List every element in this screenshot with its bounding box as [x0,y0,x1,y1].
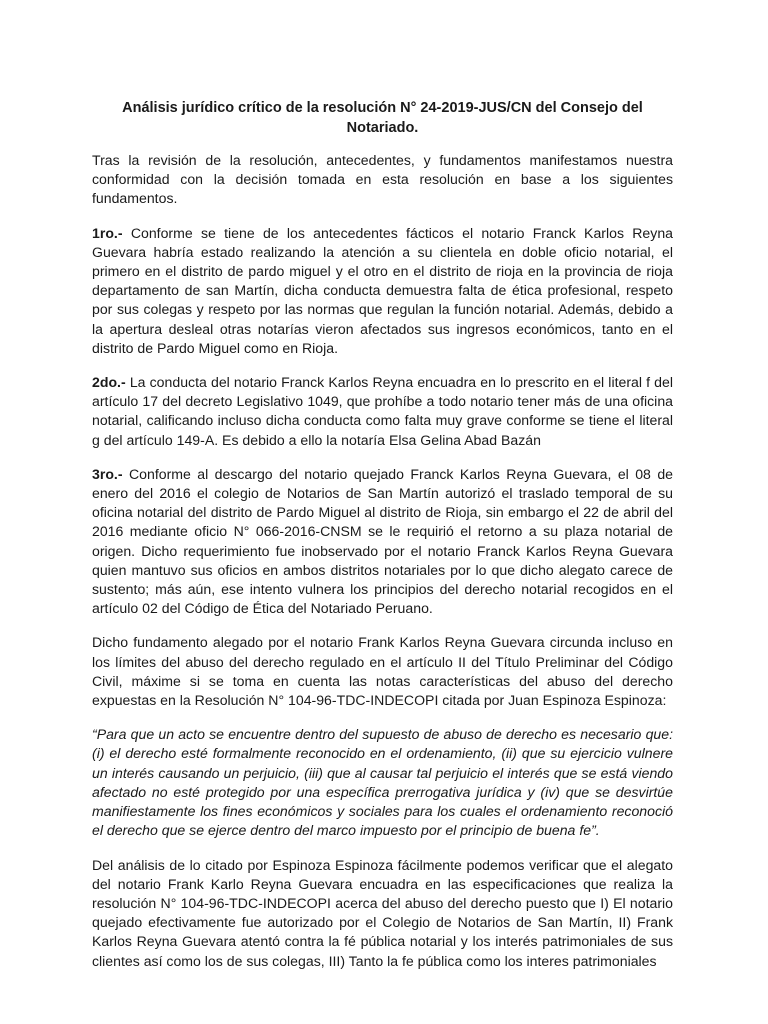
point-label: 1ro.- [92,224,123,241]
point-paragraph-2 [92,373,673,450]
intro-paragraph: Tras la revisión de la resolución, antecedentes, y fundamentos manifestamos nuestra conformidad con la decisión tomada en esta resolución en base a los siguientes fundamentos. [92,152,673,207]
point-text: Conforme se tiene de los antecedentes fácticos el notario Franck Karlos Reyna Guevara habría estado realizando la atención a su clientela en doble oficio notarial, el primero en el distrito de pardo miguel y el otro en el distrito de rioja en la provincia de rioja departamento de san Martín, dicha conducta demuestra falta de ética profesional, respeto por sus colegas y respeto por las normas que regulan la función notarial. Además, debido a la apertura desleal otras notarías vieron afectados sus ingresos económicos, tanto en el distrito de Pardo Miguel como en Rioja. [92,224,673,356]
abuse-paragraph: Dicho fundamento alegado por el notario Frank Karlos Reyna Guevara circunda incluso en los límites del abuso del derecho regulado en el artículo II del Título Preliminar del Código Civil, máxime si se toma en cuenta las notas características del abuso del derecho expuestas en la Resolución N° 104-96-TDC-INDECOPI citada por Juan Espinoza Espinoza: [92,634,673,709]
analysis-paragraph: Del análisis de lo citado por Espinoza Espinoza fácilmente podemos verificar que el alegato del notario Frank Karlo Reyna Guevara encuadra en las especificaciones que realiza la resolución N° 104-96-TDC-INDECOPI acerca del abuso del derecho puesto que I) El notario quejado efectivamente fue autorizado por el Colegio de Notarios de San Martín, II) Frank Karlos Reyna Guevara atentó contra la fé pública notarial y los interés patrimoniales de sus clientes así como los de sus colegas, III) Tanto la fe pública como los interes patrimoniales [92,856,673,969]
document-title: Análisis jurídico crítico de la resolución N° 24-2019-JUS/CN del Consejo del Notariado. [122,100,643,136]
point-text: La conducta del notario Franck Karlos Reyna encuadra en lo prescrito en el literal f del artículo 17 del decreto Legislativo 1049, que prohíbe a todo notario tener más de una oficina notarial, calificando incluso dicha conducta como falta muy grave conforme se tiene el literal g del artículo 149-A. Es debido a ello la notaría Elsa Gelina Abad Bazán [92,374,673,448]
quote-paragraph: “Para que un acto se encuentre dentro del supuesto de abuso de derecho es necesario que: (i) el derecho esté formalmente reconocido en el ordenamiento, (ii) que su ejercicio vulnere un interés causando un perjuicio, (iii) que al causar tal perjuicio el interés que se está viendo afectado no esté protegido por una específica prerrogativa jurídica y (iv) que se desvirtúe manifiestamente los fines económicos y sociales para los cuales el ordenamiento reconoció el derecho que se ejerce dentro del marco impuesto por el principio de buena fe”. [92,726,673,839]
point-paragraph-1 [92,224,673,358]
point-label: 2do.- [92,374,126,391]
document-page [92,98,673,986]
point-text: Conforme al descargo del notario quejado Franck Karlos Reyna Guevara, el 08 de enero del 2016 el colegio de Notarios de San Martín autorizó el traslado temporal de su oficina notarial del distrito de Pardo Miguel al distrito de Rioja, sin embargo el 22 de abril del 2016 mediante oficio N° 066-2016-CNSM se le requirió el retorno a su plaza notarial de origen. Dicho requerimiento fue inobservado por el notario Franck Karlos Reyna Guevara quien mantuvo sus oficios en ambos distritos notariales por lo que dicho alegato carece de sustento; más aún, ese intento vulnera los principios del derecho notarial recogidos en el artículo 02 del Código de Ética del Notariado Peruano. [92,465,673,617]
point-paragraph-3 [92,465,673,619]
point-label: 3ro.- [92,465,123,482]
